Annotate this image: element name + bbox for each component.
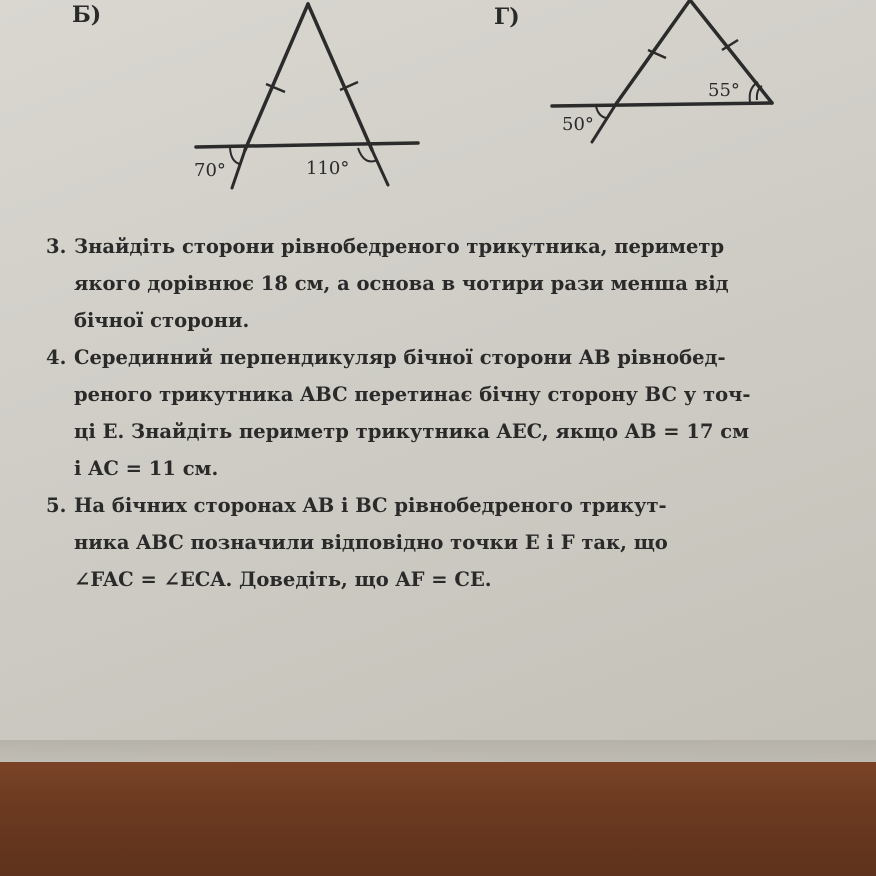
geometry-figures [0,0,876,230]
problem-line: ці E. Знайдіть периметр трикутника AEC, якщо AB = 17 см [74,420,750,443]
problem-line: На бічних сторонах AB і BC рівнобедреного трикут- [74,494,667,517]
figure-b-label: Б) [72,2,102,28]
figure-g-label: Г) [494,4,520,30]
problem-number: 3. [46,235,67,258]
figure-g-angle-left: 50° [562,114,594,135]
figure-b-angle-arcs [230,148,378,164]
problem-line: ника ABC позначили відповідно точки E і F так, що [74,531,668,554]
wooden-table [0,762,876,876]
problem-number: 4. [46,346,67,369]
problem-line: і AC = 11 см. [74,457,219,480]
figure-b-angle-right: 110° [306,158,350,179]
problem-line: Серединний перпендикуляр бічної сторони AB рівнобед- [74,346,726,369]
problem-line: бічної сторони. [74,309,250,332]
problem-5 [46,487,822,598]
problem-3 [46,228,822,339]
figure-b-angle-left: 70° [194,160,226,181]
problem-line: якого дорівнює 18 см, а основа в чотири рази менша від [74,272,729,295]
figure-g-angle-top: 55° [708,80,740,101]
problem-line: ∠FAC = ∠ECA. Доведіть, що AF = CE. [74,568,492,591]
problem-number: 5. [46,494,67,517]
problem-line: Знайдіть сторони рівнобедреного трикутника, периметр [74,235,725,258]
problem-line: реного трикутника ABC перетинає бічну сторону BC у точ- [74,383,751,406]
problem-4 [46,339,822,487]
problem-list [46,228,822,598]
